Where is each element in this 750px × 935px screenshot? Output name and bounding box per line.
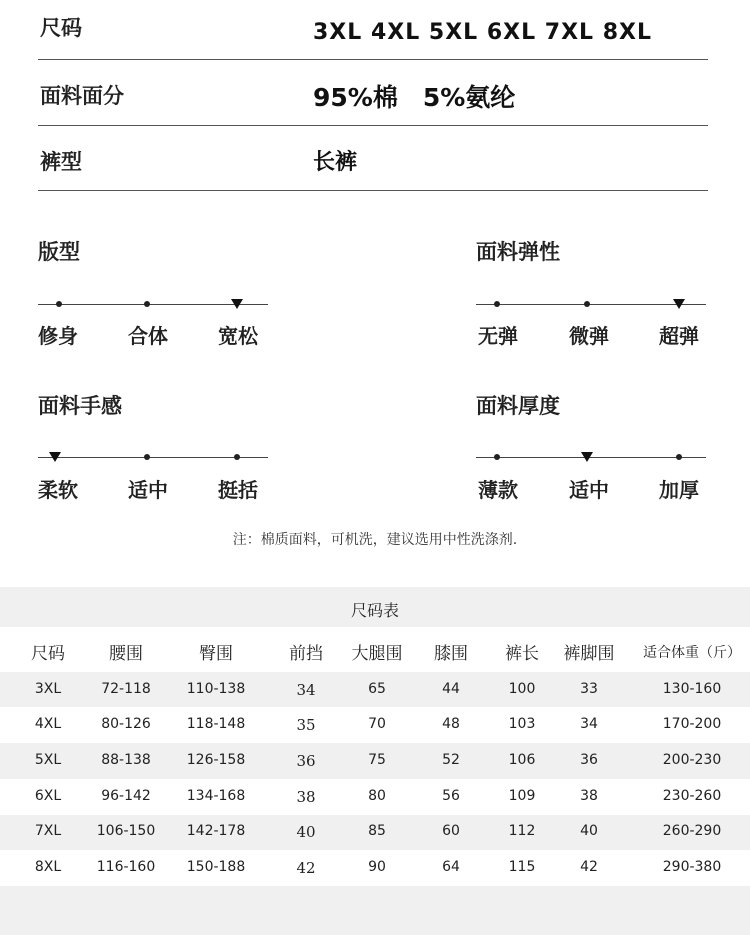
table-cell-weight: 230-260 <box>662 788 722 804</box>
table-cell-hip: 134-168 <box>186 788 246 804</box>
table-cell-waist: 96-142 <box>101 788 151 804</box>
table-cell-knee: 56 <box>442 788 460 804</box>
table-cell-hem: 33 <box>580 681 598 697</box>
table-cell-thigh: 90 <box>368 859 386 875</box>
table-header-weight: 适合体重（斤） <box>643 645 741 661</box>
scale-dot <box>234 454 240 460</box>
fabric-label: 面料面分 <box>40 84 124 108</box>
table-cell-weight: 130-160 <box>662 681 722 697</box>
scale-label: 薄款 <box>478 478 518 502</box>
table-cell-knee: 44 <box>442 681 460 697</box>
table-cell-hem: 38 <box>580 788 598 804</box>
table-cell-hip: 110-138 <box>186 681 246 697</box>
table-header-thigh: 大腿围 <box>351 644 403 664</box>
table-header-length: 裤长 <box>505 644 539 664</box>
scale-track <box>476 304 706 305</box>
table-cell-hip: 142-178 <box>186 823 246 839</box>
care-note: 注：棉质面料，可机洗，建议选用中性洗涤剂. <box>232 532 518 548</box>
table-cell-waist: 116-160 <box>96 859 156 875</box>
table-cell-thigh: 80 <box>368 788 386 804</box>
divider <box>38 59 708 60</box>
scale-label: 超弹 <box>659 324 699 348</box>
scale-label: 柔软 <box>38 478 78 502</box>
divider <box>38 125 708 126</box>
table-cell-length: 115 <box>508 859 536 875</box>
table-cell-size: 5XL <box>34 752 62 768</box>
scale-dot <box>56 301 62 307</box>
scale-dot <box>144 454 150 460</box>
table-cell-rise: 34 <box>296 681 316 699</box>
table-cell-size: 7XL <box>34 823 62 839</box>
table-cell-size: 8XL <box>34 859 62 875</box>
table-cell-knee: 64 <box>442 859 460 875</box>
table-cell-weight: 200-230 <box>662 752 722 768</box>
scale-title: 面料手感 <box>38 394 122 418</box>
fabric-value: 95%棉 5%氨纶 <box>313 83 516 112</box>
table-cell-hip: 118-148 <box>186 716 246 732</box>
table-cell-knee: 48 <box>442 716 460 732</box>
table-cell-hem: 36 <box>580 752 598 768</box>
table-cell-rise: 36 <box>296 752 316 770</box>
table-cell-weight: 290-380 <box>662 859 722 875</box>
table-header-hip: 臀围 <box>199 644 233 664</box>
table-cell-rise: 38 <box>296 788 316 806</box>
scale-selected-marker-icon <box>673 299 685 309</box>
scale-label: 宽松 <box>218 324 258 348</box>
scale-label: 挺括 <box>218 478 258 502</box>
size-label: 尺码 <box>40 16 82 40</box>
scale-selected-marker-icon <box>231 299 243 309</box>
table-cell-rise: 40 <box>296 823 316 841</box>
table-cell-weight: 260-290 <box>662 823 722 839</box>
scale-title: 面料厚度 <box>476 394 560 418</box>
table-cell-hip: 150-188 <box>186 859 246 875</box>
table-cell-size: 6XL <box>34 788 62 804</box>
table-cell-waist: 88-138 <box>101 752 151 768</box>
table-cell-hem: 34 <box>580 716 598 732</box>
pants-type-value: 长裤 <box>313 150 358 175</box>
scale-label: 微弹 <box>569 324 609 348</box>
table-header-hem: 裤脚围 <box>563 644 615 664</box>
scale-label: 合体 <box>128 324 168 348</box>
table-cell-knee: 60 <box>442 823 460 839</box>
scale-label: 加厚 <box>659 478 699 502</box>
table-cell-thigh: 85 <box>368 823 386 839</box>
table-header-rise: 前挡 <box>289 644 323 664</box>
table-cell-thigh: 70 <box>368 716 386 732</box>
table-cell-knee: 52 <box>442 752 460 768</box>
size-value: 3XL 4XL 5XL 6XL 7XL 8XL <box>313 20 653 45</box>
table-cell-waist: 80-126 <box>101 716 151 732</box>
table-header-waist: 腰围 <box>109 644 143 664</box>
scale-title: 版型 <box>38 240 80 264</box>
scale-dot <box>494 454 500 460</box>
table-header-knee: 膝围 <box>434 644 468 664</box>
scale-label: 无弹 <box>478 324 518 348</box>
scale-selected-marker-icon <box>581 452 593 462</box>
table-cell-waist: 72-118 <box>101 681 151 697</box>
table-cell-length: 112 <box>508 823 536 839</box>
scale-label: 适中 <box>569 478 609 502</box>
table-cell-waist: 106-150 <box>96 823 156 839</box>
scale-label: 适中 <box>128 478 168 502</box>
table-cell-rise: 42 <box>296 859 316 877</box>
table-cell-length: 103 <box>508 716 536 732</box>
scale-dot <box>584 301 590 307</box>
table-cell-weight: 170-200 <box>662 716 722 732</box>
table-cell-rise: 35 <box>296 716 316 734</box>
table-cell-size: 4XL <box>34 716 62 732</box>
table-cell-thigh: 75 <box>368 752 386 768</box>
scale-title: 面料弹性 <box>476 240 560 264</box>
divider <box>38 190 708 191</box>
scale-dot <box>144 301 150 307</box>
scale-dot <box>676 454 682 460</box>
table-cell-length: 100 <box>508 681 536 697</box>
table-cell-hem: 42 <box>580 859 598 875</box>
table-cell-length: 106 <box>508 752 536 768</box>
table-cell-hip: 126-158 <box>186 752 246 768</box>
table-header-size: 尺码 <box>31 644 65 664</box>
pants-type-label: 裤型 <box>40 150 82 174</box>
table-cell-length: 109 <box>508 788 536 804</box>
table-cell-size: 3XL <box>34 681 62 697</box>
table-cell-hem: 40 <box>580 823 598 839</box>
scale-label: 修身 <box>38 324 78 348</box>
size-table-title: 尺码表 <box>350 601 399 620</box>
scale-selected-marker-icon <box>49 452 61 462</box>
scale-dot <box>494 301 500 307</box>
table-cell-thigh: 65 <box>368 681 386 697</box>
